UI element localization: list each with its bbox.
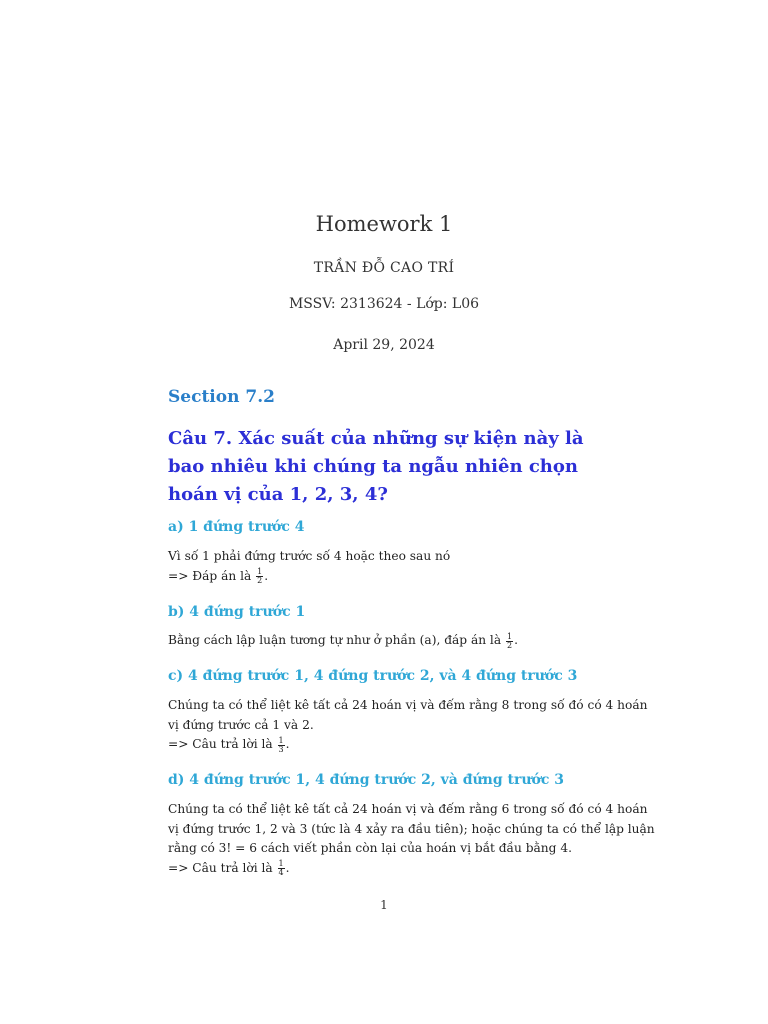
period: . — [264, 568, 269, 583]
part-b-line-1 — [168, 631, 608, 651]
part-d-line-3: rằng có 3! = 6 cách viết phần còn lại của hoán vị bắt đầu bằng 4. — [168, 841, 572, 855]
part-d-answer-text: => Câu trả lời là — [168, 860, 277, 875]
part-d-line-1: Chúng ta có thể liệt kê tất cả 24 hoán vị và đếm rằng 6 trong số đó có 4 hoán — [168, 802, 648, 816]
part-c-fraction — [278, 737, 285, 754]
part-a-body — [168, 547, 608, 586]
part-c-line-1: Chúng ta có thể liệt kê tất cả 24 hoán vị và đếm rằng 8 trong số đó có 4 hoán — [168, 698, 648, 712]
part-b-body — [168, 631, 608, 651]
period: . — [514, 633, 518, 647]
student-info: MSSV: 2313624 - Lớp: L06 — [288, 296, 480, 312]
author-name: TRẦN ĐỖ CAO TRÍ — [313, 260, 455, 276]
page-number: 1 — [380, 898, 388, 912]
part-b-heading: b) 4 đứng trước 1 — [168, 604, 306, 620]
fraction-denominator: 3 — [278, 744, 284, 754]
fraction-numerator: 1 — [257, 567, 263, 577]
fraction-numerator: 1 — [278, 859, 284, 869]
document-date: April 29, 2024 — [333, 337, 435, 353]
part-a-fraction — [256, 568, 263, 585]
section-heading: Section 7.2 — [168, 387, 275, 407]
period: . — [285, 737, 290, 751]
part-d-line-2: vị đứng trước 1, 2 và 3 (tức là 4 xảy ra đầu tiên); hoặc chúng ta có thể lập luận — [168, 821, 655, 836]
part-a-line-2 — [168, 567, 608, 587]
part-c-body — [168, 696, 648, 755]
question-heading: Câu 7. Xác suất của những sự kiện này là bao nhiêu khi chúng ta ngẫu nhiên chọn hoán vị của 1, 2, 3, 4? — [168, 428, 584, 505]
document-title: Homework 1 — [315, 212, 453, 236]
fraction-denominator: 2 — [506, 640, 513, 650]
part-b-fraction — [506, 633, 513, 650]
part-d-line-4 — [168, 859, 608, 879]
part-d-heading: d) 4 đứng trước 1, 4 đứng trước 2, và đứng trước 3 — [168, 772, 565, 788]
part-c-heading: c) 4 đứng trước 1, 4 đứng trước 2, và 4 đứng trước 3 — [168, 668, 578, 684]
part-c-line-2: vị đứng trước cả 1 và 2. — [168, 717, 314, 732]
part-c-line-3 — [168, 735, 608, 755]
period: . — [285, 860, 290, 875]
part-a-answer-text: => Đáp án là — [168, 568, 256, 583]
fraction-numerator: 1 — [278, 735, 284, 745]
part-a-heading: a) 1 đứng trước 4 — [168, 519, 305, 535]
part-d-body — [168, 800, 655, 878]
fraction-denominator: 4 — [278, 868, 284, 878]
fraction-denominator: 2 — [257, 576, 263, 586]
fraction-numerator: 1 — [506, 631, 513, 641]
part-a-line-1: Vì số 1 phải đứng trước số 4 hoặc theo sau nó — [168, 549, 451, 563]
part-c-answer-text: => Câu trả lời là — [168, 737, 277, 751]
part-b-answer-text: Bằng cách lập luận tương tự như ở phần (a), đáp án là — [168, 633, 505, 647]
part-d-fraction — [278, 860, 285, 877]
